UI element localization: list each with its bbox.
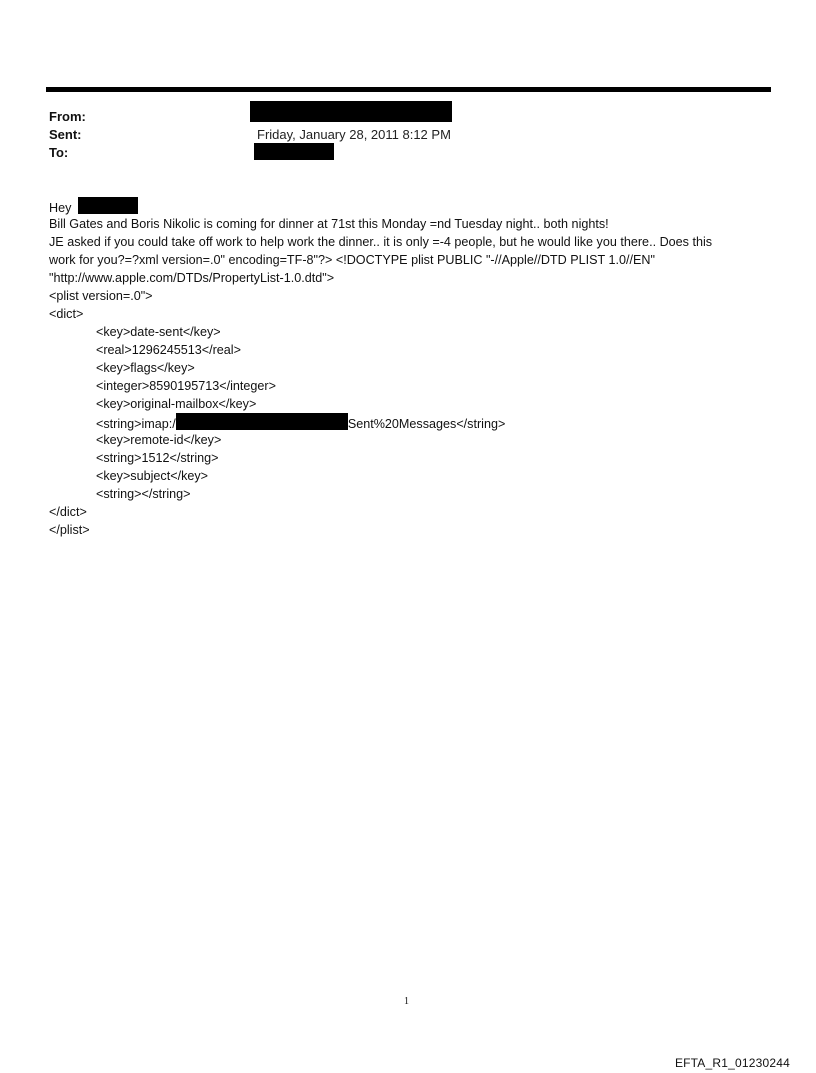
body-line: <integer>8590195713</integer>: [96, 379, 276, 393]
body-line: <real>1296245513</real>: [96, 343, 241, 357]
from-label: From:: [49, 109, 86, 124]
document-id: EFTA_R1_01230244: [674, 1056, 790, 1070]
body-line: Bill Gates and Boris Nikolic is coming for dinner at 71st this Monday =nd Tuesday night.. both nights!: [49, 217, 609, 231]
sent-value: Friday, January 28, 2011 8:12 PM: [257, 127, 451, 142]
from-redaction: [250, 101, 452, 122]
body-line: <string>1512</string>: [96, 451, 219, 465]
body-line: </dict>: [49, 505, 87, 519]
greeting-redaction: [78, 197, 138, 214]
body-line-mailbox: [49, 413, 771, 431]
sent-label: Sent:: [49, 127, 82, 142]
mailbox-suffix: Sent%20Messages</string>: [347, 417, 506, 431]
body-line: <key>remote-id</key>: [96, 433, 222, 447]
page-number: 1: [404, 996, 409, 1007]
body-line: <key>subject</key>: [96, 469, 209, 483]
to-redaction: [254, 143, 334, 160]
body-line: JE asked if you could take off work to help work the dinner.. it is only =-4 people, but he would like you there.. Does this: [49, 235, 713, 249]
body-line: work for you?=?xml version=.0" encoding=TF-8"?> <!DOCTYPE plist PUBLIC "-//Apple//DTD PLIST 1.0//EN": [49, 253, 655, 267]
body-line: "http://www.apple.com/DTDs/PropertyList-1.0.dtd">: [49, 271, 335, 285]
body-line: <key>original-mailbox</key>: [96, 397, 257, 411]
body-line: <key>date-sent</key>: [96, 325, 221, 339]
mailbox-prefix: <string>imap:/: [96, 417, 176, 431]
header-rule: [46, 87, 771, 92]
greeting-line: [49, 197, 771, 215]
body-line: <key>flags</key>: [96, 361, 195, 375]
message-body: [49, 197, 771, 539]
body-line: <dict>: [49, 307, 84, 321]
mailbox-redaction: [176, 413, 348, 430]
body-line: </plist>: [49, 523, 90, 537]
body-line: <string></string>: [96, 487, 191, 501]
to-label: To:: [49, 145, 69, 160]
body-line: <plist version=.0">: [49, 289, 153, 303]
greeting: Hey: [49, 201, 72, 215]
